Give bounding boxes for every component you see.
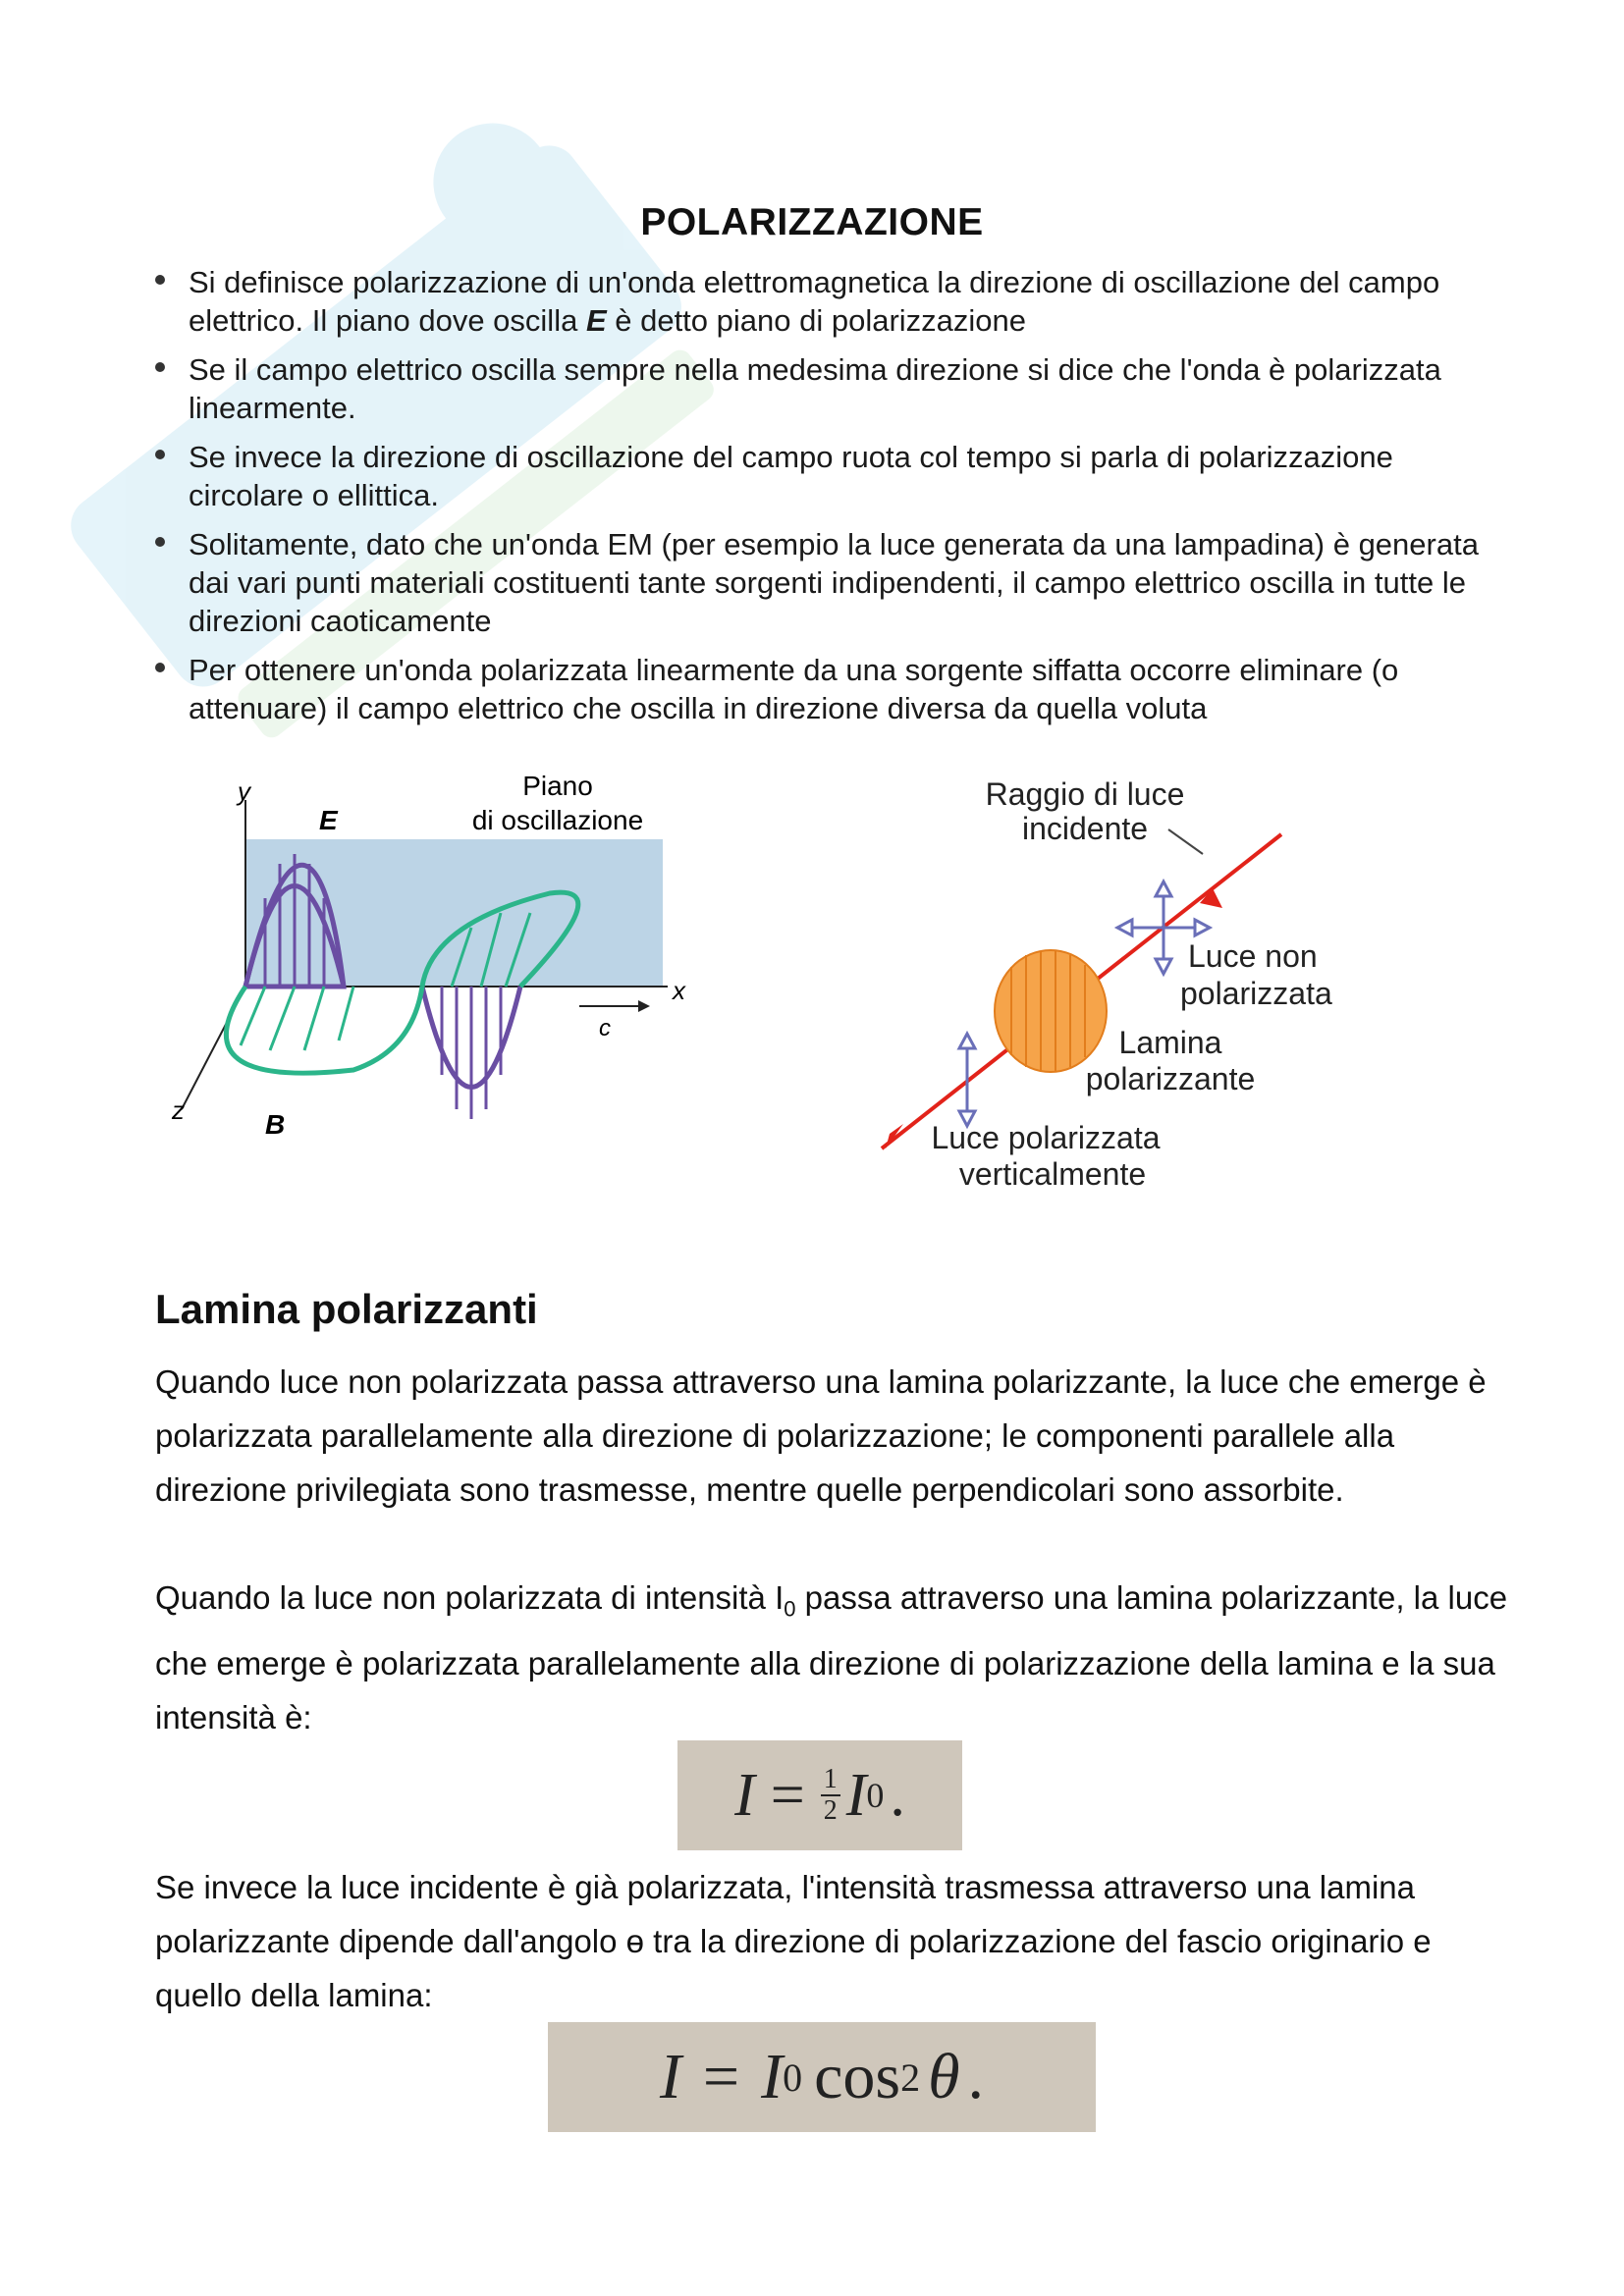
polarizer-figure — [864, 756, 1394, 1207]
ray-label-line1: Raggio di luce — [985, 776, 1185, 812]
y-axis-label: y — [238, 776, 250, 806]
section-heading: Lamina polarizzanti — [155, 1286, 538, 1332]
c-arrow-icon — [638, 1000, 650, 1012]
bullet-item: Per ottenere un'onda polarizzata linearmente da una sorgente siffatta occorre eliminare (o attenuare) il campo elettrico che oscilla in direzione diversa da quella voluta — [147, 651, 1502, 727]
bullet-icon — [155, 663, 165, 672]
em-wave-figure — [157, 766, 727, 1158]
fraction: 1 2 — [821, 1765, 840, 1826]
plane-label-line2: di oscillazione — [471, 805, 644, 835]
ray-label-line2: incidente — [1021, 811, 1149, 846]
paragraph-1: Quando luce non polarizzata passa attraverso una lamina polarizzante, la luce che emerge è polarizzata parallelamente alla direzione di polarizzazione; le componenti parallele alla direzione privilegiata sono trasmesse, mentre quelle perpendicolari sono assorbite. — [155, 1363, 1487, 1508]
x-axis-label: x — [673, 976, 685, 1005]
vertical-label-line2: verticalmente — [958, 1156, 1147, 1192]
plane-label-line1: Piano — [522, 771, 593, 801]
vertical-label-line1: Luce polarizzata — [931, 1120, 1161, 1155]
formula-half-intensity: I = 1 2 I 0 . — [677, 1740, 962, 1850]
bullet-icon — [155, 537, 165, 547]
bullet-item: Se il campo elettrico oscilla sempre nella medesima direzione si dice che l'onda è polarizzata linearmente. — [147, 350, 1502, 427]
bullet-icon — [155, 275, 165, 285]
formula-malus-law: I = I 0 cos 2 θ . — [548, 2022, 1096, 2132]
unpolarized-label-line2: polarizzata — [1180, 976, 1332, 1011]
bullet-item: Solitamente, dato che un'onda EM (per esempio la luce generata da una lampadina) è generata dai vari punti materiali costituenti tante sorgenti indipendenti, il campo elettrico oscilla in tutte le direzioni caoticamente — [147, 525, 1502, 640]
lamina-label-line1: Lamina — [1118, 1025, 1222, 1060]
paragraph-3: Se invece la luce incidente è già polarizzata, l'intensità trasmessa attraverso una lamina polarizzante dipende dall'angolo ɵ tra la direzione di polarizzazione del fascio originario e quello della lamina: — [155, 1869, 1432, 2013]
bullet-icon — [155, 450, 165, 459]
bullet-item: Se invece la direzione di oscillazione del campo ruota col tempo si parla di polarizzazione circolare o ellittica. — [147, 438, 1502, 514]
z-axis-label: z — [172, 1095, 185, 1125]
page-title: POLARIZZAZIONE — [640, 201, 984, 243]
bullet-icon — [155, 362, 165, 372]
e-field-label: E — [319, 805, 338, 835]
bullet-list — [147, 263, 1502, 738]
lamina-label-line2: polarizzante — [1085, 1061, 1256, 1096]
b-field-label: B — [265, 1109, 286, 1140]
vertical-arrow-icon — [959, 1034, 975, 1126]
paragraph-2: Quando la luce non polarizzata di intensità $I_0$ passa attraverso una lamina polarizzante, la luce che emerge è polarizzata parallelamente alla direzione di polarizzazione della lamina e la sua intensità è: — [155, 1579, 1508, 1735]
bullet-item: Si definisce polarizzazione di un'onda elettromagnetica la direzione di oscillazione del campo elettrico. Il piano dove oscilla E è detto piano di polarizzazione — [147, 263, 1502, 340]
unpolarized-label-line1: Luce non — [1188, 938, 1318, 974]
b-field-lower — [226, 987, 422, 1073]
c-label: c — [599, 1015, 611, 1041]
